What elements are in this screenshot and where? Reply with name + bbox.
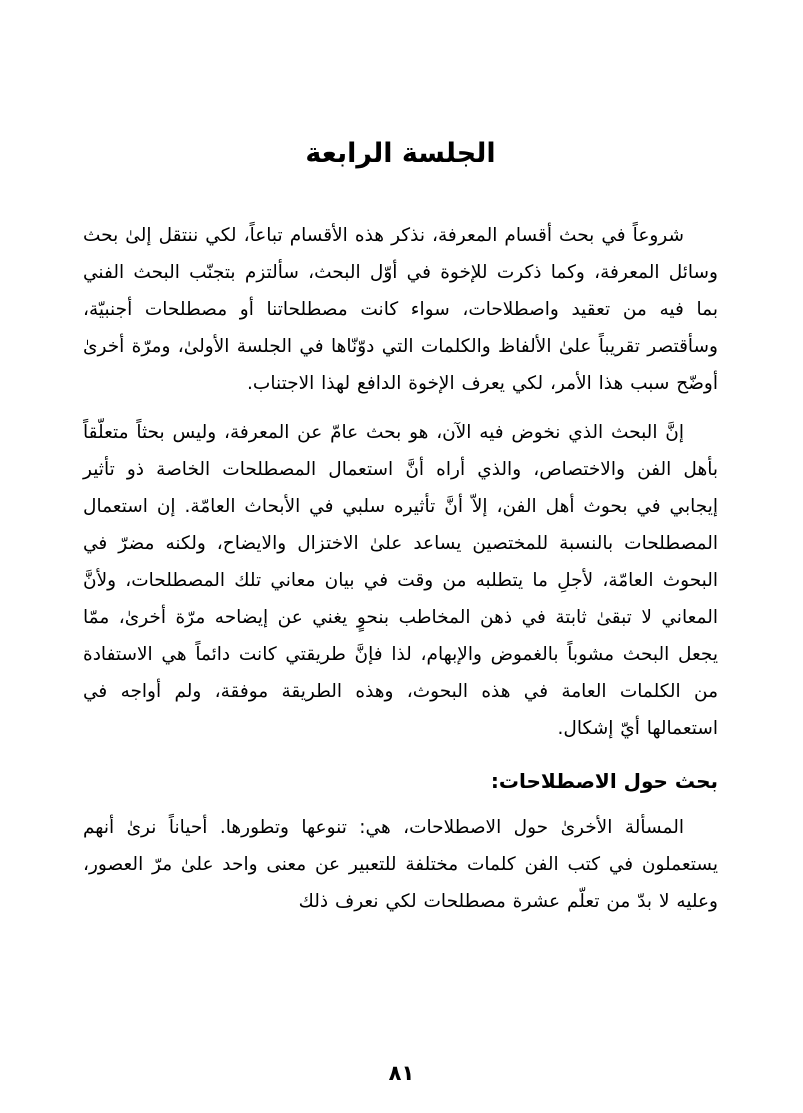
paragraph-3: المسألة الأخرىٰ حول الاصطلاحات، هي: تنوعها وتطورها. أحياناً نرىٰ أنهم يستعملون في كتب الفن كلمات مختلفة للتعبير عن معنى واحد علىٰ مرّ العصور، وعليه لا بدّ من تعلّم عشرة مصطلحات لكي نعرف ذلك	[83, 817, 718, 912]
paragraph-2: إنَّ البحث الذي نخوض فيه الآن، هو بحث عامّ عن المعرفة، وليس بحثاً متعلّقاً بأهل الفن والاختصاص، والذي أراه أنَّ استعمال المصطلحات الخاصة ذو تأثير إيجابي في بحوث أهل الفن، إلاّ أنَّ تأثيره سلبي في الأبحاث العامّة. إن استعمال المصطلحات بالنسبة للمختصين يساعد علىٰ الاختزال والايضاح، ولكنه مضرّ في البحوث العامّة، لأجلِ ما يتطلبه من وقت في بيان معاني تلك المصطلحات، ولأنَّ المعاني لا تبقىٰ ثابتة في ذهن المخاطب بنحوٍ يغني عن إيضاحه مرّة أخرىٰ، ممّا يجعل البحث مشوباً بالغموض والإبهام، لذا فإنَّ طريقتي كانت دائماً هي الاستفادة من الكلمات العامة في هذه البحوث، وهذه الطريقة موفقة، ولم أواجه في استعمالها أيّ إشكال.	[83, 422, 718, 739]
section-heading: بحث حول الاصطلاحات:	[490, 769, 718, 793]
paragraph-1: شروعاً في بحث أقسام المعرفة، نذكر هذه الأقسام تباعاً، لكي ننتقل إلىٰ بحث وسائل المعرفة، وكما ذكرت للإخوة في أوّل البحث، سألتزم بتجنّب البحث الفني بما فيه من تعقيد واصطلاحات، سواء كانت مصطلحاتنا أو مصطلحات أجنبيّة، وسأقتصر تقريباً علىٰ الألفاظ والكلمات التي دوّنّاها في الجلسة الأولىٰ، ومرّة أخرىٰ أوضّح سبب هذا الأمر، لكي يعرف الإخوة الدافع لهذا الاجتناب.	[83, 225, 718, 394]
page-title: الجلسة الرابعة	[305, 138, 496, 169]
page-number: ٨١	[388, 1061, 415, 1085]
